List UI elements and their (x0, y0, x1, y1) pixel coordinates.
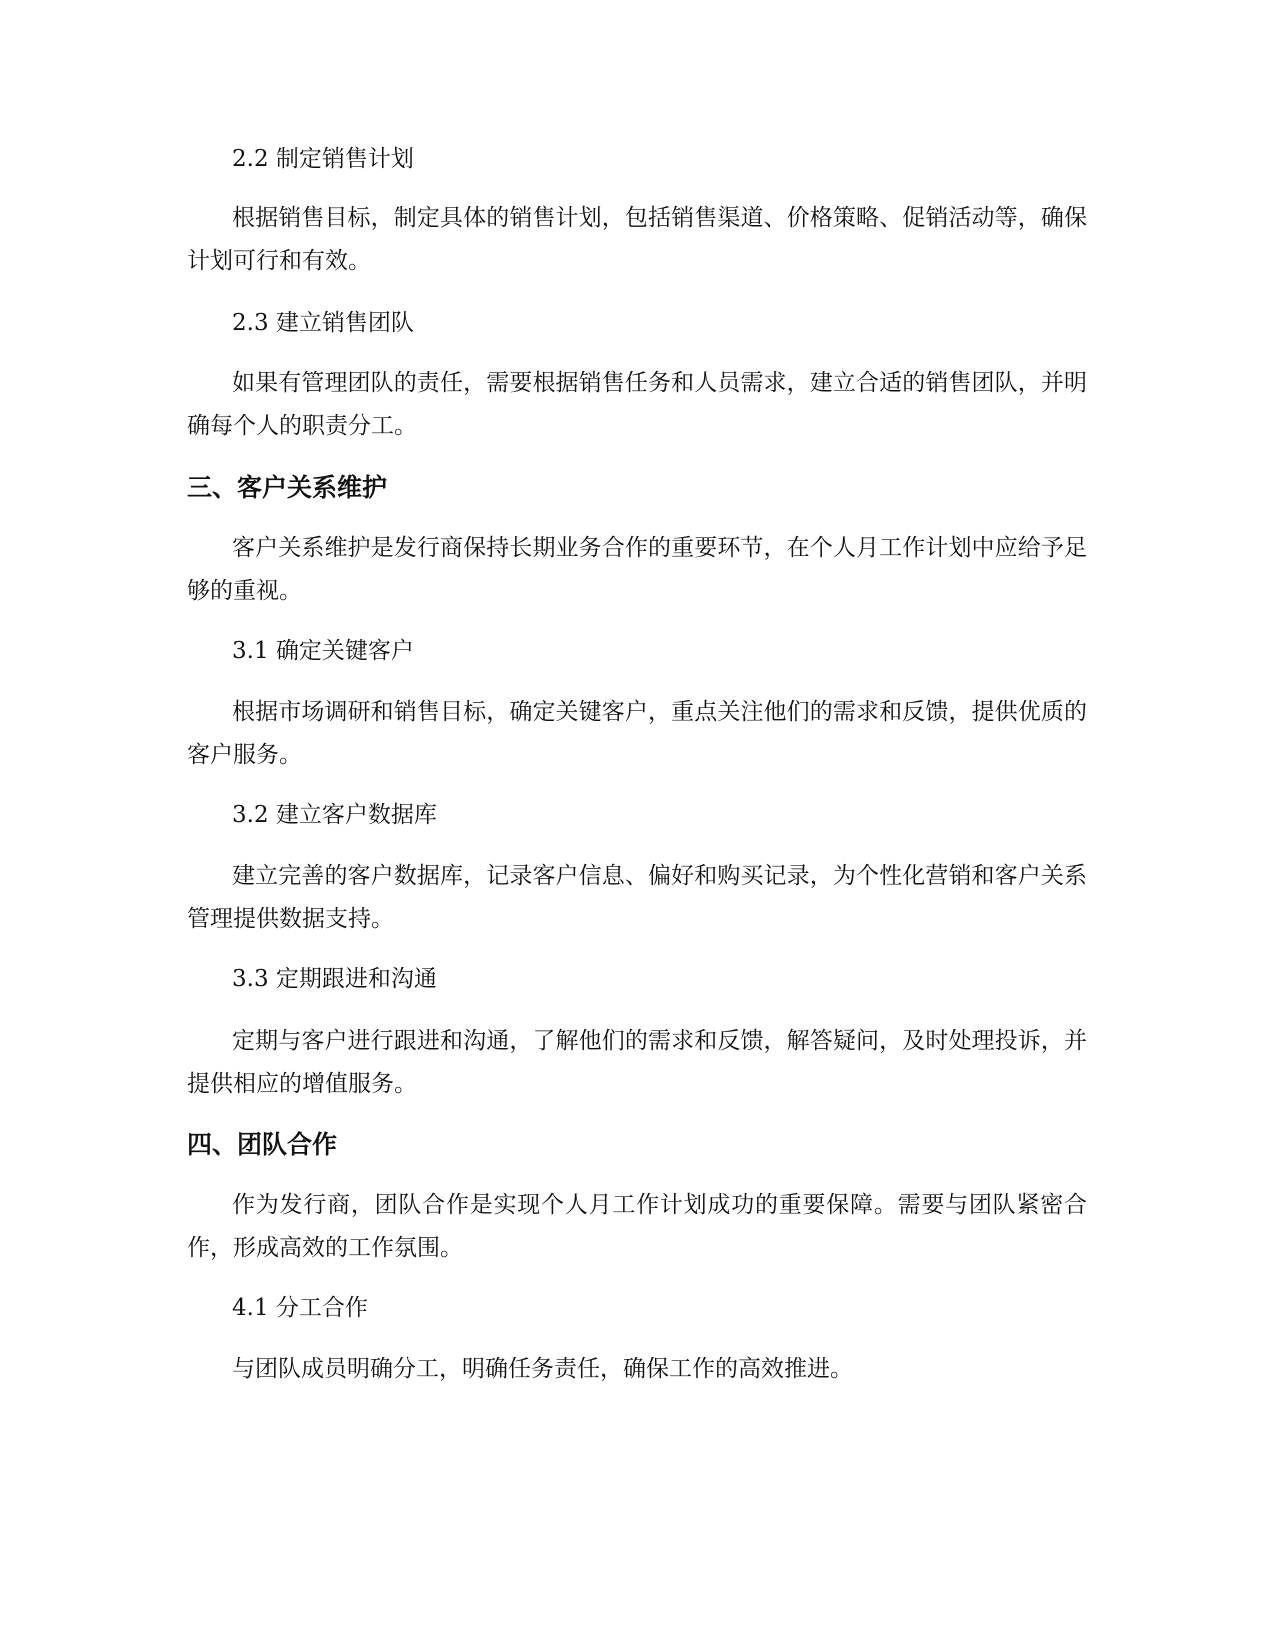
paragraph-key-customers: 根据市场调研和销售目标，确定关键客户，重点关注他们的需求和反馈，提供优质的客户服务。 (187, 699, 1087, 768)
subheading-3-1: 3.1 确定关键客户 (232, 638, 414, 664)
subheading-2-2: 2.2 制定销售计划 (232, 146, 414, 172)
paragraph-division-of-labor: 与团队成员明确分工，明确任务责任，确保工作的高效推进。 (232, 1356, 853, 1382)
paragraph-sales-plan: 根据销售目标，制定具体的销售计划，包括销售渠道、价格策略、促销活动等，确保计划可行和有效。 (187, 205, 1087, 274)
paragraph-sales-team: 如果有管理团队的责任，需要根据销售任务和人员需求，建立合适的销售团队，并明确每个人的职责分工。 (187, 370, 1087, 439)
section-heading-3: 三、客户关系维护 (187, 473, 388, 502)
section-heading-4: 四、团队合作 (187, 1130, 338, 1159)
paragraph-follow-up: 定期与客户进行跟进和沟通，了解他们的需求和反馈，解答疑问，及时处理投诉，并提供相应的增值服务。 (187, 1028, 1087, 1097)
subheading-3-3: 3.3 定期跟进和沟通 (232, 966, 437, 992)
paragraph-customer-database: 建立完善的客户数据库，记录客户信息、偏好和购买记录，为个性化营销和客户关系管理提供数据支持。 (187, 863, 1087, 932)
paragraph-customer-relations: 客户关系维护是发行商保持长期业务合作的重要环节，在个人月工作计划中应给予足够的重视。 (187, 535, 1087, 604)
subheading-2-3: 2.3 建立销售团队 (232, 310, 414, 336)
paragraph-teamwork: 作为发行商，团队合作是实现个人月工作计划成功的重要保障。需要与团队紧密合作，形成高效的工作氛围。 (187, 1192, 1087, 1261)
subheading-3-2: 3.2 建立客户数据库 (232, 802, 437, 828)
subheading-4-1: 4.1 分工合作 (232, 1295, 368, 1321)
